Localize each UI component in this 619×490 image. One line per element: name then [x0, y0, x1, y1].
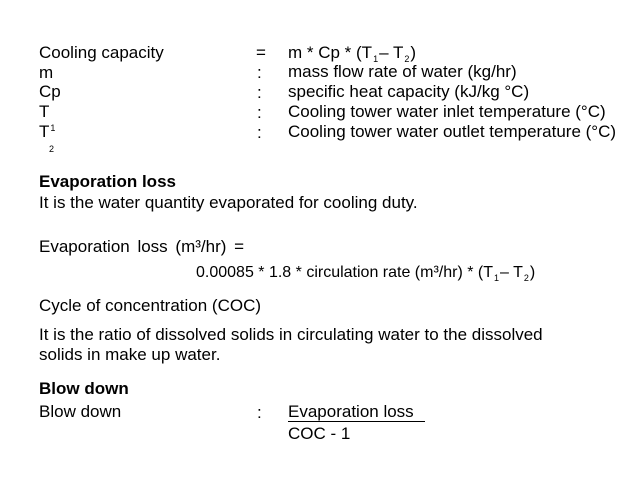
blow-down-denominator: COC - 1 — [288, 424, 351, 443]
blow-down-sep: : — [257, 403, 262, 422]
term-t1 — [39, 122, 55, 144]
evaporation-formula — [196, 264, 535, 283]
evaporation-description: It is the water quantity evaporated for cooling duty. — [39, 193, 418, 212]
sep-t: : — [257, 103, 262, 122]
stray-subscript-2: 2 — [49, 144, 55, 154]
sep-cp: : — [257, 83, 262, 102]
coc-description-line2: solids in make up water. — [39, 345, 221, 364]
blow-down-label: Blow down — [39, 402, 122, 421]
evaporation-formula-mid: – T — [500, 264, 523, 281]
blow-down-numerator: Evaporation loss — [288, 402, 414, 421]
formula-cooling-prefix: m * Cp * (T — [288, 43, 373, 62]
term-t1-base: T — [39, 122, 50, 141]
blow-down-fraction-line — [288, 421, 425, 422]
term-cooling-capacity: Cooling capacity — [39, 43, 164, 62]
term-m: m — [39, 63, 54, 82]
sep-cooling-capacity: = — [256, 43, 266, 62]
evaporation-formula-prefix: 0.00085 * 1.8 * circulation rate (m³/hr) * (T — [196, 264, 494, 281]
heading-evaporation-loss: Evaporation loss — [39, 172, 176, 191]
coc-description-line1: It is the ratio of dissolved solids in circulating water to the dissolved — [39, 325, 543, 344]
evaporation-formula-suffix: ) — [529, 264, 536, 281]
desc-t-inlet: Cooling tower water inlet temperature (°C) — [288, 102, 606, 121]
formula-cooling-mid: – T — [379, 43, 404, 62]
desc-cp: specific heat capacity (kJ/kg °C) — [288, 82, 530, 101]
heading-blow-down: Blow down — [39, 379, 129, 398]
evaporation-formula-sub2: 2 — [523, 273, 529, 283]
heading-cycle-of-concentration: Cycle of concentration (COC) — [39, 296, 262, 315]
desc-m: mass flow rate of water (kg/hr) — [288, 62, 517, 81]
desc-t-outlet: Cooling tower water outlet temperature (°C) — [288, 122, 617, 141]
term-t1-sup: 1 — [50, 123, 56, 133]
evaporation-formula-sub1: 1 — [494, 273, 500, 283]
sep-t1: : — [257, 123, 262, 142]
formula-cooling-sub2: 2 — [404, 54, 410, 64]
evaporation-formula-label: Evaporation loss (m³/hr) = — [39, 237, 245, 256]
term-t: T — [39, 102, 50, 121]
sep-m: : — [257, 63, 262, 82]
term-cp: Cp — [39, 82, 61, 101]
formula-cooling-suffix: ) — [410, 43, 417, 62]
formula-cooling-sub1: 1 — [373, 54, 379, 64]
